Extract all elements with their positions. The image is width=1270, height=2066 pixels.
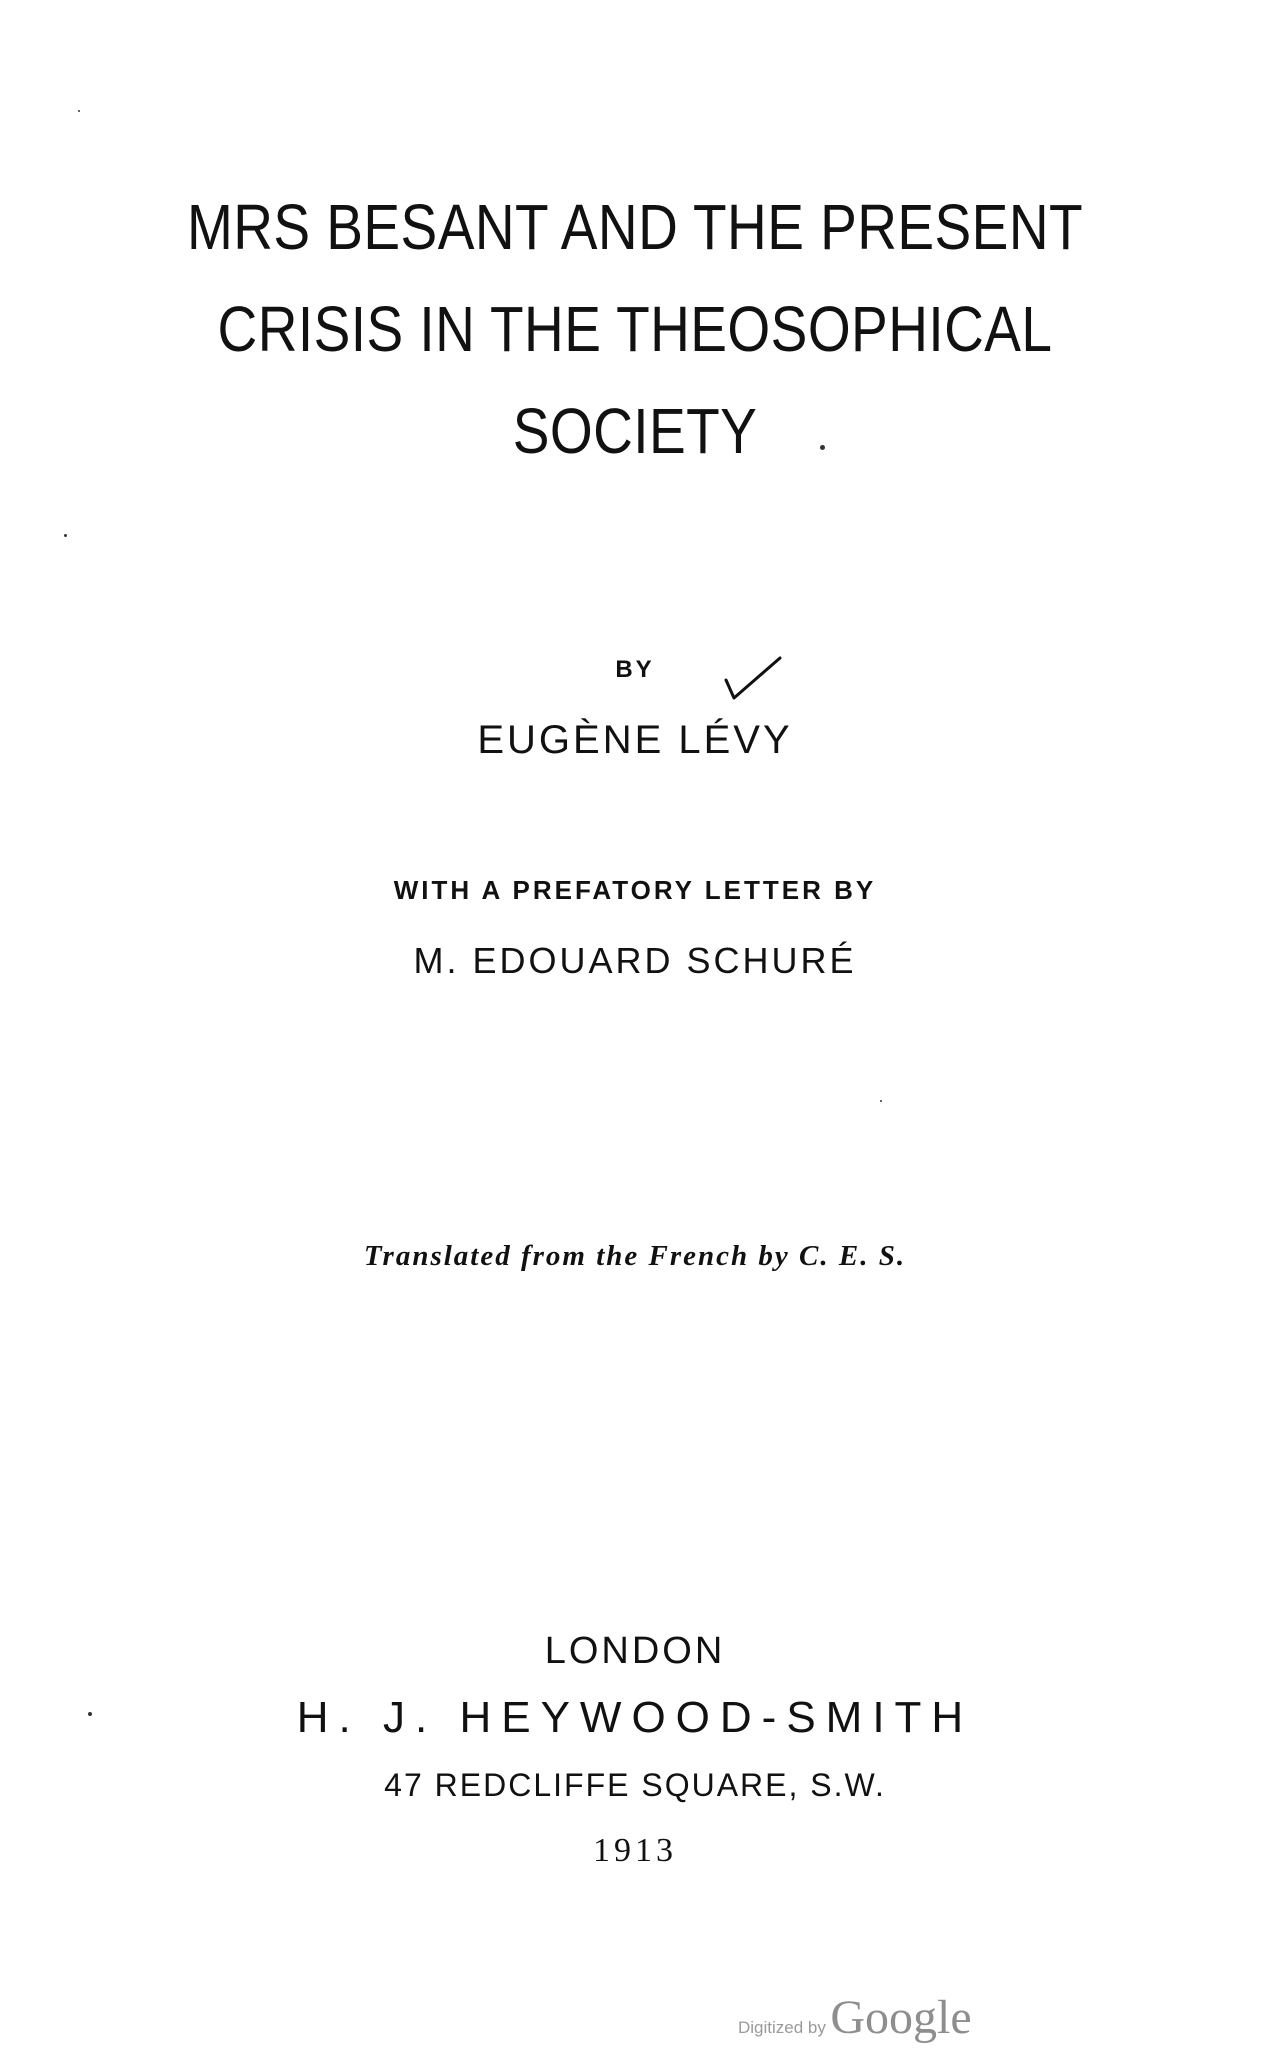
checkmark-icon — [722, 654, 784, 702]
imprint-city: LONDON — [544, 1630, 726, 1672]
book-title-line-1: MRS BESANT AND THE PRESENT — [186, 191, 1084, 263]
watermark-brand: Google — [830, 1991, 972, 2044]
book-title-line-3: SOCIETY — [512, 395, 758, 467]
speck — [78, 110, 80, 112]
book-title-line-2: CRISIS IN THE THEOSOPHICAL — [217, 293, 1053, 365]
watermark-prefix: Digitized by — [738, 2018, 826, 2037]
by-label: BY — [615, 656, 655, 683]
imprint-address: 47 REDCLIFFE SQUARE, S.W. — [384, 1767, 886, 1803]
translation-note: Translated from the French by C. E. S. — [363, 1240, 907, 1272]
digitized-watermark — [738, 1990, 972, 2044]
ink-dot — [820, 445, 825, 450]
imprint-publisher: H. J. HEYWOOD-SMITH — [296, 1693, 974, 1742]
prefatory-author: M. EDOUARD SCHURÉ — [413, 940, 857, 981]
prefatory-label: WITH A PREFATORY LETTER BY — [393, 875, 877, 905]
speck — [880, 1100, 882, 1102]
speck — [88, 1712, 92, 1716]
imprint-year: 1913 — [593, 1832, 677, 1869]
speck — [64, 534, 67, 537]
author-name: EUGÈNE LÉVY — [477, 718, 793, 762]
